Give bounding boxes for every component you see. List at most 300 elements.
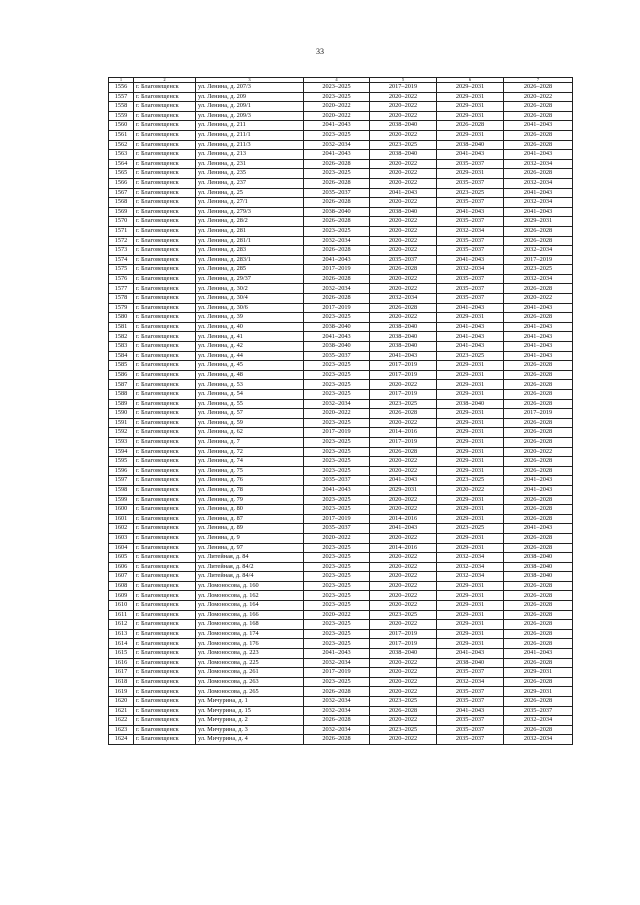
period-cell: 2038–2040 (304, 342, 370, 352)
address-cell: ул. Ленина, д. 30/2 (196, 284, 304, 294)
period-cell: 2041–2043 (504, 322, 573, 332)
period-cell: 2023–2025 (304, 418, 370, 428)
table-row (109, 649, 573, 659)
period-cell: 2020–2022 (370, 505, 437, 515)
period-cell: 2029–2031 (370, 485, 437, 495)
row-number: 1623 (109, 725, 134, 735)
city-cell: г. Благовещенск (134, 284, 196, 294)
period-cell: 2038–2040 (370, 342, 437, 352)
table-row (109, 725, 573, 735)
address-cell: ул. Ленина, д. 80 (196, 505, 304, 515)
period-cell: 2020–2022 (370, 226, 437, 236)
period-cell: 2017–2019 (304, 303, 370, 313)
period-cell: 2035–2037 (437, 294, 504, 304)
period-cell: 2041–2043 (437, 150, 504, 160)
period-cell: 2020–2022 (304, 610, 370, 620)
table-row (109, 236, 573, 246)
period-cell: 2017–2019 (304, 514, 370, 524)
period-cell: 2023–2025 (304, 390, 370, 400)
period-cell: 2023–2025 (304, 380, 370, 390)
period-cell: 2020–2022 (370, 217, 437, 227)
city-cell: г. Благовещенск (134, 591, 196, 601)
address-cell: ул. Ломоносова, д. 174 (196, 629, 304, 639)
table-row (109, 130, 573, 140)
table-row (109, 178, 573, 188)
period-cell: 2032–2034 (504, 198, 573, 208)
row-number: 1565 (109, 169, 134, 179)
address-cell: ул. Мичурина, д. 15 (196, 706, 304, 716)
row-number: 1560 (109, 121, 134, 131)
period-cell: 2023–2025 (504, 265, 573, 275)
period-cell: 2041–2043 (437, 207, 504, 217)
table-row (109, 198, 573, 208)
period-cell: 2020–2022 (504, 447, 573, 457)
period-cell: 2041–2043 (304, 121, 370, 131)
period-cell: 2023–2025 (437, 476, 504, 486)
row-number: 1590 (109, 409, 134, 419)
row-number: 1579 (109, 303, 134, 313)
address-cell: ул. Ленина, д. 57 (196, 409, 304, 419)
city-cell: г. Благовещенск (134, 572, 196, 582)
period-cell: 2023–2025 (304, 226, 370, 236)
period-cell: 2029–2031 (437, 409, 504, 419)
row-number: 1591 (109, 418, 134, 428)
city-cell: г. Благовещенск (134, 102, 196, 112)
period-cell: 2041–2043 (504, 524, 573, 534)
address-cell: ул. Ломоносова, д. 261 (196, 668, 304, 678)
city-cell: г. Благовещенск (134, 361, 196, 371)
period-cell: 2026–2028 (504, 591, 573, 601)
period-cell: 2026–2028 (304, 294, 370, 304)
table-row (109, 677, 573, 687)
period-cell: 2023–2025 (370, 725, 437, 735)
period-cell: 2026–2028 (304, 716, 370, 726)
period-cell: 2026–2028 (370, 265, 437, 275)
period-cell: 2026–2028 (504, 83, 573, 93)
city-cell: г. Благовещенск (134, 303, 196, 313)
address-cell: ул. Ломоносова, д. 164 (196, 601, 304, 611)
period-cell: 2041–2043 (437, 303, 504, 313)
period-cell: 2020–2022 (370, 466, 437, 476)
period-cell: 2023–2025 (370, 697, 437, 707)
period-cell: 2017–2019 (304, 668, 370, 678)
city-cell: г. Благовещенск (134, 332, 196, 342)
city-cell: г. Благовещенск (134, 342, 196, 352)
city-cell: г. Благовещенск (134, 620, 196, 630)
period-cell: 2023–2025 (304, 581, 370, 591)
period-cell: 2023–2025 (370, 610, 437, 620)
table-row (109, 140, 573, 150)
period-cell: 2023–2025 (304, 639, 370, 649)
period-cell: 2026–2028 (504, 505, 573, 515)
city-cell: г. Благовещенск (134, 111, 196, 121)
address-cell: ул. Ленина, д. 209/3 (196, 111, 304, 121)
period-cell: 2041–2043 (504, 342, 573, 352)
table-row (109, 313, 573, 323)
period-cell: 2026–2028 (504, 610, 573, 620)
table-row (109, 409, 573, 419)
city-cell: г. Благовещенск (134, 629, 196, 639)
period-cell: 2026–2028 (504, 639, 573, 649)
period-cell: 2038–2040 (437, 658, 504, 668)
city-cell: г. Благовещенск (134, 159, 196, 169)
city-cell: г. Благовещенск (134, 553, 196, 563)
row-number: 1621 (109, 706, 134, 716)
period-cell: 2020–2022 (370, 658, 437, 668)
period-cell: 2041–2043 (504, 207, 573, 217)
address-cell: ул. Ленина, д. 28/2 (196, 217, 304, 227)
row-number: 1615 (109, 649, 134, 659)
period-cell: 2020–2022 (370, 581, 437, 591)
period-cell: 2026–2028 (504, 466, 573, 476)
address-cell: ул. Ленина, д. 285 (196, 265, 304, 275)
period-cell: 2041–2043 (437, 322, 504, 332)
address-cell: ул. Ленина, д. 283 (196, 246, 304, 256)
table-row (109, 418, 573, 428)
table-row (109, 332, 573, 342)
period-cell: 2041–2043 (437, 649, 504, 659)
table-row (109, 303, 573, 313)
city-cell: г. Благовещенск (134, 274, 196, 284)
period-cell: 2041–2043 (370, 188, 437, 198)
period-cell: 2023–2025 (304, 361, 370, 371)
period-cell: 2020–2022 (504, 294, 573, 304)
period-cell: 2026–2028 (304, 217, 370, 227)
row-number: 1601 (109, 514, 134, 524)
column-header: 1 (109, 78, 134, 83)
period-cell: 2020–2022 (370, 169, 437, 179)
period-cell: 2017–2019 (504, 409, 573, 419)
table-row (109, 457, 573, 467)
period-cell: 2038–2040 (370, 207, 437, 217)
address-cell: ул. Ленина, д. 97 (196, 543, 304, 553)
period-cell: 2023–2025 (304, 92, 370, 102)
period-cell: 2017–2019 (370, 629, 437, 639)
table-row (109, 255, 573, 265)
table-row (109, 533, 573, 543)
period-cell: 2029–2031 (437, 370, 504, 380)
period-cell: 2020–2022 (370, 668, 437, 678)
address-cell: ул. Ленина, д. 211/3 (196, 140, 304, 150)
period-cell: 2041–2043 (370, 524, 437, 534)
address-cell: ул. Мичурина, д. 3 (196, 725, 304, 735)
period-cell: 2014–2016 (370, 543, 437, 553)
period-cell: 2041–2043 (504, 476, 573, 486)
period-cell: 2023–2025 (304, 447, 370, 457)
period-cell: 2020–2022 (304, 533, 370, 543)
period-cell: 2026–2028 (370, 706, 437, 716)
city-cell: г. Благовещенск (134, 706, 196, 716)
period-cell: 2017–2019 (370, 370, 437, 380)
address-cell: ул. Ленина, д. 27/1 (196, 198, 304, 208)
city-cell: г. Благовещенск (134, 226, 196, 236)
period-cell: 2017–2019 (370, 390, 437, 400)
period-cell: 2014–2016 (370, 514, 437, 524)
row-number: 1581 (109, 322, 134, 332)
address-cell: ул. Ленина, д. 45 (196, 361, 304, 371)
address-cell: ул. Ленина, д. 79 (196, 495, 304, 505)
period-cell: 2020–2022 (370, 236, 437, 246)
address-cell: ул. Ленина, д. 30/4 (196, 294, 304, 304)
address-cell: ул. Ленина, д. 42 (196, 342, 304, 352)
period-cell: 2029–2031 (437, 130, 504, 140)
address-cell: ул. Ломоносова, д. 225 (196, 658, 304, 668)
period-cell: 2035–2037 (437, 198, 504, 208)
period-cell: 2020–2022 (370, 562, 437, 572)
period-cell: 2023–2025 (304, 591, 370, 601)
address-cell: ул. Ленина, д. 30/6 (196, 303, 304, 313)
city-cell: г. Благовещенск (134, 178, 196, 188)
table-row (109, 92, 573, 102)
address-cell: ул. Ленина, д. 89 (196, 524, 304, 534)
period-cell: 2029–2031 (437, 92, 504, 102)
period-cell: 2029–2031 (437, 457, 504, 467)
period-cell: 2032–2034 (304, 399, 370, 409)
period-cell: 2014–2016 (370, 428, 437, 438)
address-cell: ул. Ломоносова, д. 265 (196, 687, 304, 697)
table-row (109, 505, 573, 515)
city-cell: г. Благовещенск (134, 485, 196, 495)
address-cell: ул. Ленина, д. 54 (196, 390, 304, 400)
period-cell: 2029–2031 (437, 111, 504, 121)
row-number: 1587 (109, 380, 134, 390)
period-cell: 2023–2025 (304, 629, 370, 639)
period-cell: 2026–2028 (304, 159, 370, 169)
city-cell: г. Благовещенск (134, 476, 196, 486)
period-cell: 2041–2043 (504, 485, 573, 495)
period-cell: 2020–2022 (370, 130, 437, 140)
table-row (109, 562, 573, 572)
period-cell: 2020–2022 (370, 716, 437, 726)
column-header: 6 (437, 78, 504, 83)
period-cell: 2017–2019 (370, 437, 437, 447)
row-number: 1603 (109, 533, 134, 543)
period-cell: 2023–2025 (370, 399, 437, 409)
address-cell: ул. Литейная, д. 84/4 (196, 572, 304, 582)
address-cell: ул. Литейная, д. 84/2 (196, 562, 304, 572)
period-cell: 2026–2028 (504, 418, 573, 428)
period-cell: 2026–2028 (504, 399, 573, 409)
row-number: 1567 (109, 188, 134, 198)
row-number: 1588 (109, 390, 134, 400)
period-cell: 2032–2034 (437, 562, 504, 572)
row-number: 1596 (109, 466, 134, 476)
period-cell: 2041–2043 (504, 351, 573, 361)
period-cell: 2029–2031 (437, 418, 504, 428)
period-cell: 2020–2022 (370, 677, 437, 687)
period-cell: 2029–2031 (437, 313, 504, 323)
period-cell: 2029–2031 (437, 639, 504, 649)
period-cell: 2026–2028 (504, 514, 573, 524)
column-header: 5 (370, 78, 437, 83)
period-cell: 2038–2040 (370, 150, 437, 160)
period-cell: 2023–2025 (304, 130, 370, 140)
period-cell: 2023–2025 (304, 677, 370, 687)
period-cell: 2035–2037 (304, 524, 370, 534)
table-body (109, 83, 573, 745)
row-number: 1605 (109, 553, 134, 563)
row-number: 1580 (109, 313, 134, 323)
period-cell: 2029–2031 (437, 102, 504, 112)
period-cell: 2026–2028 (504, 370, 573, 380)
address-cell: ул. Ленина, д. 74 (196, 457, 304, 467)
period-cell: 2029–2031 (437, 380, 504, 390)
period-cell: 2020–2022 (370, 274, 437, 284)
period-cell: 2026–2028 (504, 390, 573, 400)
address-cell: ул. Ленина, д. 39 (196, 313, 304, 323)
city-cell: г. Благовещенск (134, 562, 196, 572)
period-cell: 2023–2025 (437, 524, 504, 534)
row-number: 1617 (109, 668, 134, 678)
city-cell: г. Благовещенск (134, 447, 196, 457)
table-row (109, 668, 573, 678)
period-cell: 2026–2028 (304, 687, 370, 697)
period-cell: 2038–2040 (370, 649, 437, 659)
period-cell: 2041–2043 (504, 332, 573, 342)
city-cell: г. Благовещенск (134, 437, 196, 447)
row-number: 1577 (109, 284, 134, 294)
row-number: 1573 (109, 246, 134, 256)
address-cell: ул. Ленина, д. 207/3 (196, 83, 304, 93)
period-cell: 2035–2037 (504, 706, 573, 716)
period-cell: 2038–2040 (504, 562, 573, 572)
row-number: 1606 (109, 562, 134, 572)
period-cell: 2020–2022 (370, 457, 437, 467)
period-cell: 2023–2025 (304, 169, 370, 179)
period-cell: 2023–2025 (304, 83, 370, 93)
address-cell: ул. Ломоносова, д. 176 (196, 639, 304, 649)
period-cell: 2026–2028 (504, 495, 573, 505)
city-cell: г. Благовещенск (134, 524, 196, 534)
city-cell: г. Благовещенск (134, 150, 196, 160)
period-cell: 2026–2028 (504, 658, 573, 668)
period-cell: 2041–2043 (370, 476, 437, 486)
period-cell: 2041–2043 (504, 150, 573, 160)
period-cell: 2038–2040 (370, 322, 437, 332)
period-cell: 2023–2025 (370, 140, 437, 150)
row-number: 1622 (109, 716, 134, 726)
city-cell: г. Благовещенск (134, 428, 196, 438)
city-cell: г. Благовещенск (134, 601, 196, 611)
period-cell: 2029–2031 (437, 495, 504, 505)
period-cell: 2032–2034 (504, 716, 573, 726)
row-number: 1564 (109, 159, 134, 169)
address-cell: ул. Ленина, д. 281/1 (196, 236, 304, 246)
period-cell: 2032–2034 (504, 178, 573, 188)
period-cell: 2029–2031 (437, 543, 504, 553)
period-cell: 2023–2025 (304, 457, 370, 467)
table-row (109, 274, 573, 284)
row-number: 1578 (109, 294, 134, 304)
table-row (109, 572, 573, 582)
period-cell: 2035–2037 (437, 735, 504, 745)
table-row (109, 111, 573, 121)
row-number: 1595 (109, 457, 134, 467)
table-row (109, 658, 573, 668)
row-number: 1597 (109, 476, 134, 486)
period-cell: 2041–2043 (504, 649, 573, 659)
period-cell: 2032–2034 (437, 265, 504, 275)
city-cell: г. Благовещенск (134, 457, 196, 467)
city-cell: г. Благовещенск (134, 658, 196, 668)
address-cell: ул. Ленина, д. 279/3 (196, 207, 304, 217)
period-cell: 2020–2022 (304, 102, 370, 112)
table-row (109, 150, 573, 160)
row-number: 1593 (109, 437, 134, 447)
period-cell: 2035–2037 (437, 159, 504, 169)
row-number: 1611 (109, 610, 134, 620)
table-row (109, 514, 573, 524)
period-cell: 2020–2022 (370, 198, 437, 208)
period-cell: 2020–2022 (304, 111, 370, 121)
city-cell: г. Благовещенск (134, 130, 196, 140)
period-cell: 2032–2034 (370, 294, 437, 304)
period-cell: 2026–2028 (437, 121, 504, 131)
table-row (109, 226, 573, 236)
city-cell: г. Благовещенск (134, 351, 196, 361)
period-cell: 2029–2031 (504, 687, 573, 697)
period-cell: 2020–2022 (370, 284, 437, 294)
period-cell: 2020–2022 (370, 102, 437, 112)
period-cell: 2026–2028 (504, 543, 573, 553)
row-number: 1575 (109, 265, 134, 275)
table-row (109, 380, 573, 390)
period-cell: 2032–2034 (304, 725, 370, 735)
period-cell: 2029–2031 (437, 533, 504, 543)
address-cell: ул. Ленина, д. 40 (196, 322, 304, 332)
address-cell: ул. Ломоносова, д. 223 (196, 649, 304, 659)
table-row (109, 706, 573, 716)
column-header: 3 (196, 78, 304, 83)
period-cell: 2020–2022 (370, 92, 437, 102)
period-cell: 2029–2031 (437, 581, 504, 591)
row-number: 1592 (109, 428, 134, 438)
table-row (109, 601, 573, 611)
period-cell: 2029–2031 (437, 390, 504, 400)
period-cell: 2026–2028 (370, 303, 437, 313)
period-cell: 2032–2034 (437, 572, 504, 582)
address-cell: ул. Ленина, д. 211/1 (196, 130, 304, 140)
period-cell: 2041–2043 (504, 121, 573, 131)
row-number: 1619 (109, 687, 134, 697)
period-cell: 2023–2025 (304, 466, 370, 476)
table-row (109, 716, 573, 726)
period-cell: 2023–2025 (437, 188, 504, 198)
period-cell: 2029–2031 (437, 629, 504, 639)
row-number: 1558 (109, 102, 134, 112)
period-cell: 2035–2037 (437, 178, 504, 188)
address-cell: ул. Ленина, д. 235 (196, 169, 304, 179)
row-number: 1584 (109, 351, 134, 361)
row-number: 1586 (109, 370, 134, 380)
period-cell: 2023–2025 (304, 553, 370, 563)
address-cell: ул. Ленина, д. 7 (196, 437, 304, 447)
period-cell: 2020–2022 (437, 485, 504, 495)
period-cell: 2029–2031 (437, 505, 504, 515)
row-number: 1572 (109, 236, 134, 246)
address-cell: ул. Ленина, д. 209 (196, 92, 304, 102)
period-cell: 2029–2031 (504, 668, 573, 678)
table-row (109, 687, 573, 697)
row-number: 1566 (109, 178, 134, 188)
period-cell: 2023–2025 (304, 543, 370, 553)
city-cell: г. Благовещенск (134, 121, 196, 131)
period-cell: 2026–2028 (504, 428, 573, 438)
period-cell: 2026–2028 (504, 629, 573, 639)
row-number: 1599 (109, 495, 134, 505)
period-cell: 2035–2037 (437, 246, 504, 256)
period-cell: 2035–2037 (304, 188, 370, 198)
